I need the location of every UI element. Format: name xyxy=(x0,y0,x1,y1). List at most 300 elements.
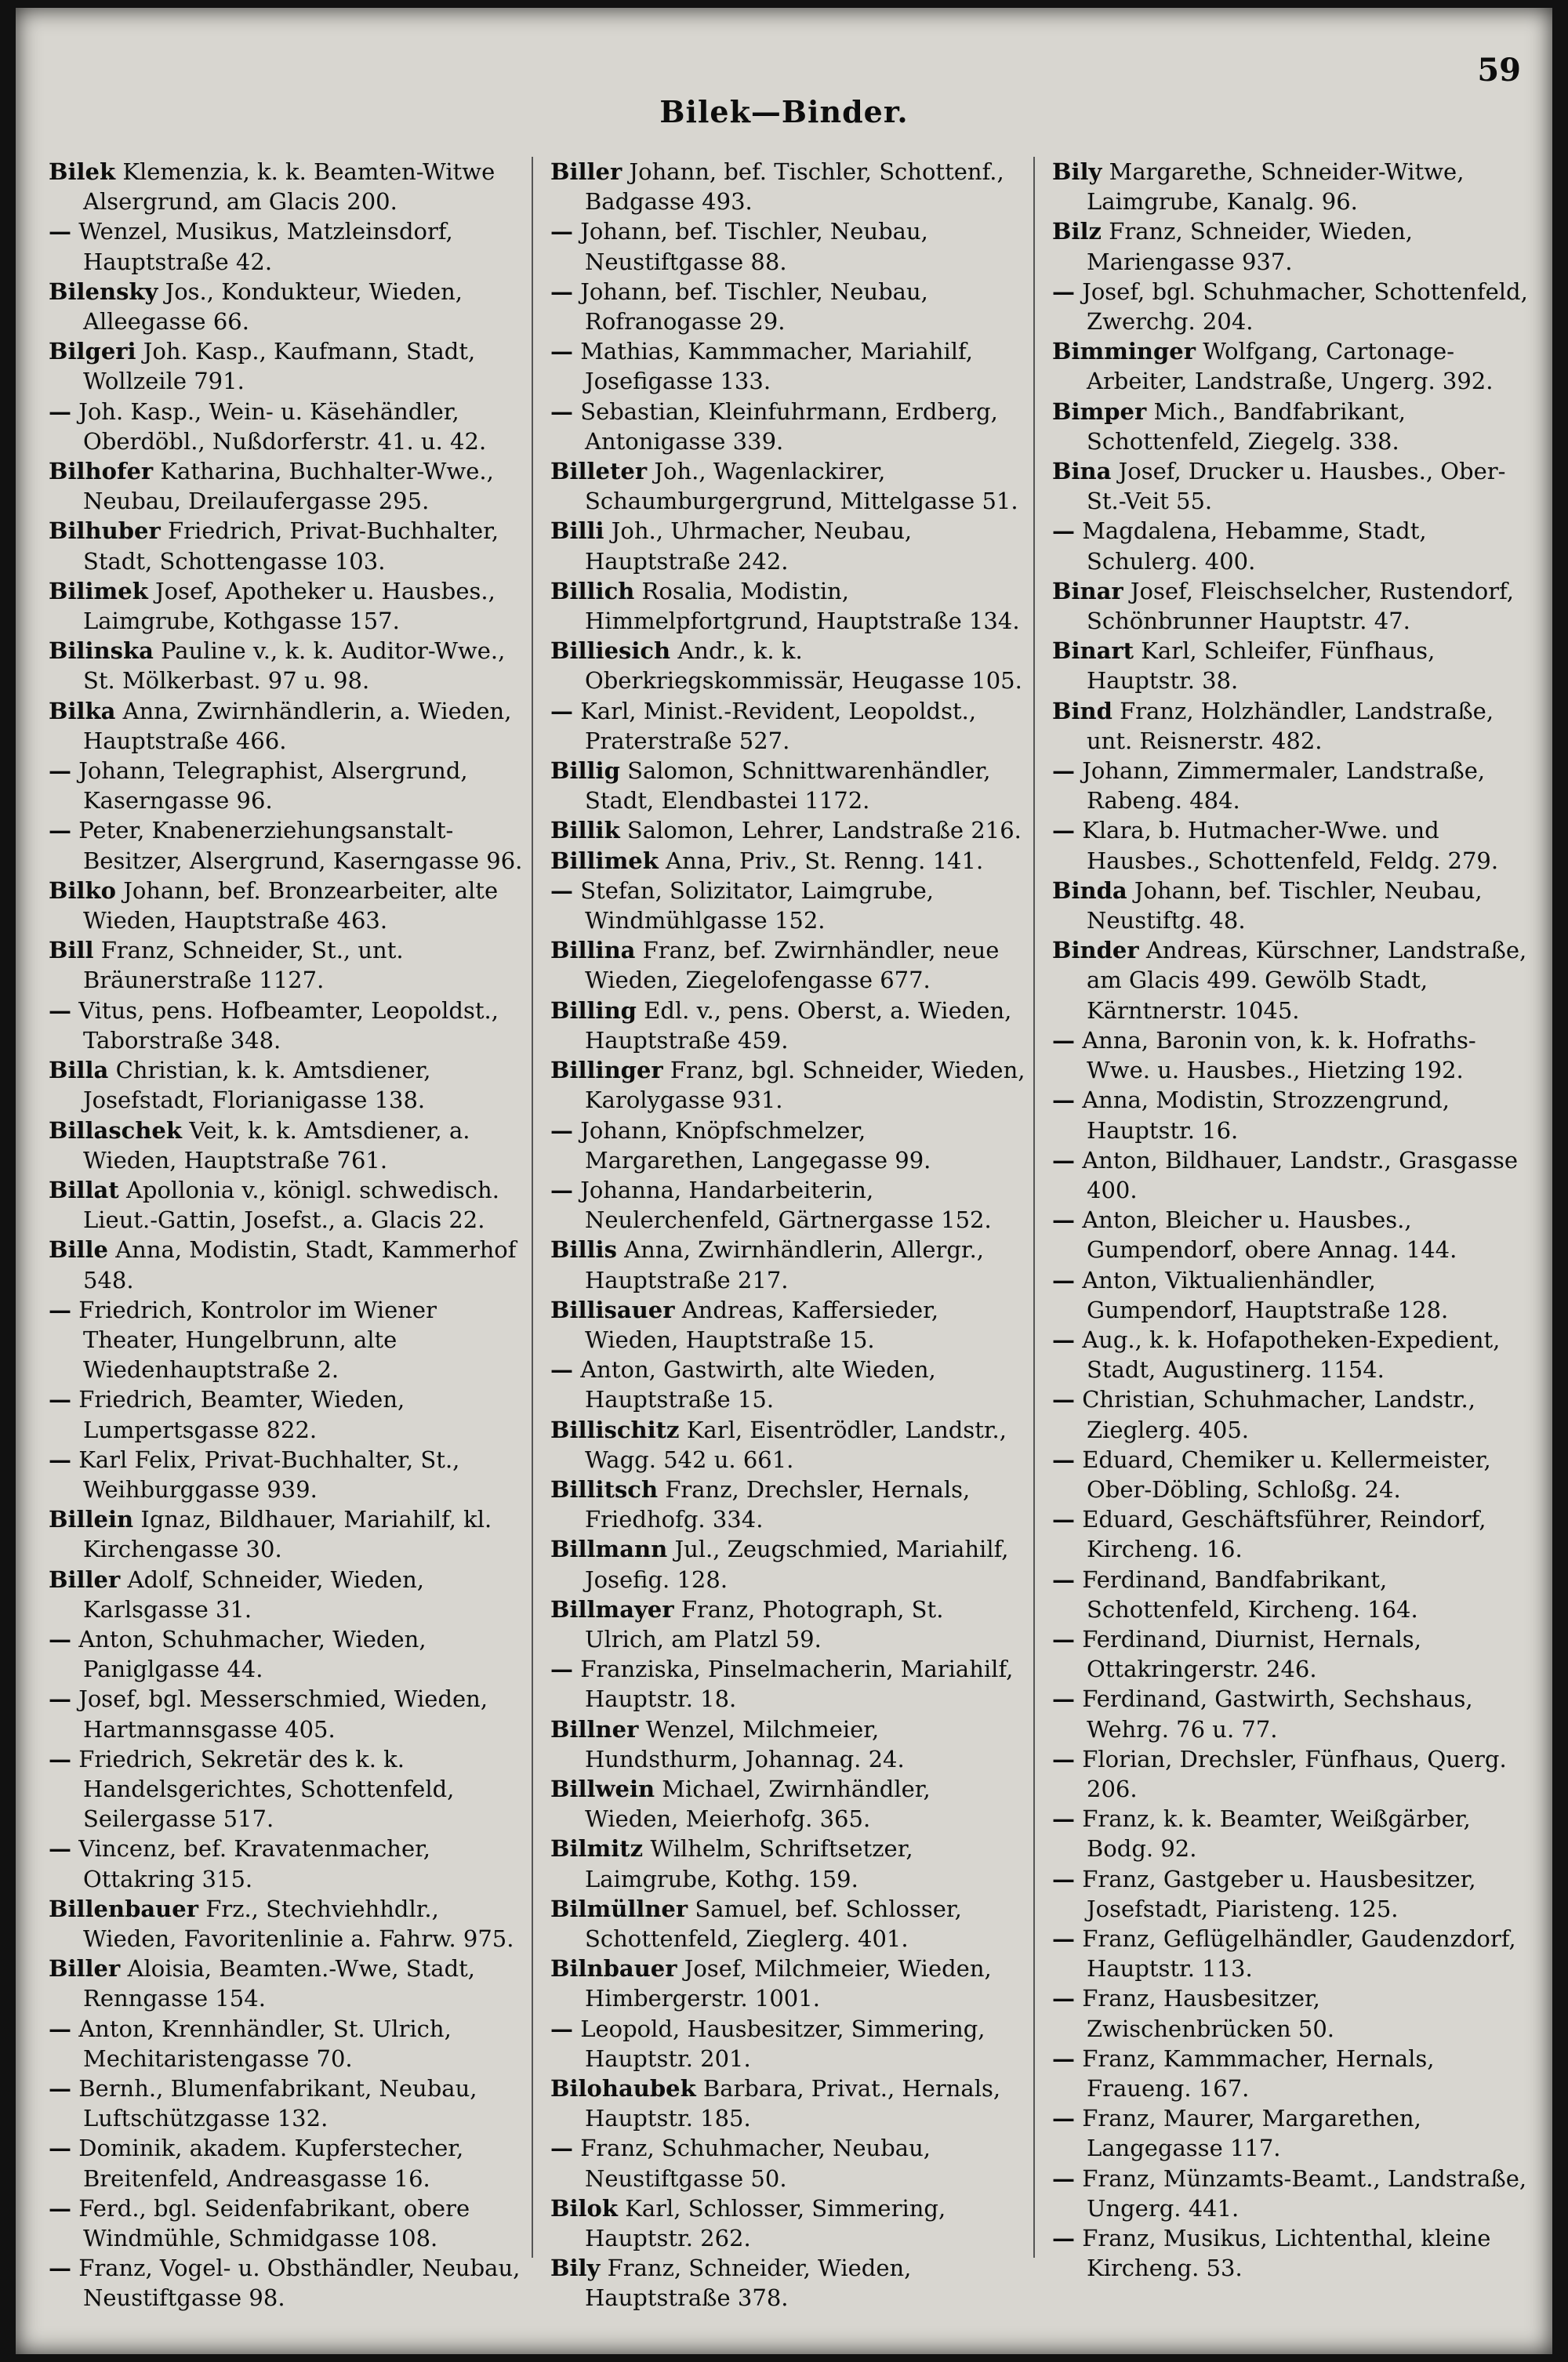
entry-details: Franz, Kammmacher, Hernals, Fraueng. 167. xyxy=(1082,2045,1435,2102)
directory-entry xyxy=(1043,1983,1529,2043)
entry-surname: Billimek xyxy=(550,847,659,874)
entry-details: Ferdinand, Gastwirth, Sechshaus, Wehrg. 76 u. 77. xyxy=(1082,1685,1473,1743)
entry-surname: — xyxy=(1052,1266,1075,1293)
directory-entry xyxy=(1043,576,1529,636)
directory-entry xyxy=(541,636,1025,695)
directory-entry xyxy=(1043,1025,1529,1085)
directory-entry xyxy=(541,1235,1025,1294)
entry-details: Anton, Bildhauer, Landstr., Grasgasse 400. xyxy=(1082,1146,1519,1203)
directory-entry xyxy=(39,1624,524,1684)
entry-surname: — xyxy=(49,817,71,844)
directory-entry xyxy=(1043,1325,1529,1384)
directory-entry xyxy=(541,1175,1025,1235)
entry-surname: Bilko xyxy=(49,876,116,904)
directory-entry xyxy=(1043,277,1529,336)
directory-entry xyxy=(39,996,524,1055)
directory-entry xyxy=(1043,2044,1529,2103)
entry-surname: — xyxy=(1052,278,1075,305)
entry-surname: Binda xyxy=(1052,876,1127,904)
directory-entry xyxy=(541,1295,1025,1355)
entry-surname: Billina xyxy=(550,937,636,964)
entry-details: Karl Felix, Privat-Buchhalter, St., Weihburggasse 939. xyxy=(78,1446,460,1503)
entry-details: Josef, Apotheker u. Hausbes., Laimgrube, Kothgasse 157. xyxy=(83,577,495,635)
entry-details: Franz, Holzhändler, Landstraße, unt. Reisnerstr. 482. xyxy=(1087,697,1494,754)
entry-details: Wolfgang, Cartonage-Arbeiter, Landstraße, Ungerg. 392. xyxy=(1087,338,1494,395)
entry-surname: — xyxy=(1052,1026,1075,1054)
running-head: Bilek—Binder. xyxy=(659,94,909,129)
entry-details: Ferdinand, Diurnist, Hernals, Ottakringerstr. 246. xyxy=(1082,1625,1421,1683)
directory-entry xyxy=(39,636,524,695)
entry-details: Johann, bef. Tischler, Neubau, Neustiftgasse 88. xyxy=(580,218,928,275)
entry-details: Johann, bef. Tischler, Neubau, Neustiftg. 48. xyxy=(1087,876,1483,934)
entry-details: Leopold, Hausbesitzer, Simmering, Hauptstr. 201. xyxy=(580,2015,985,2072)
entry-surname: Bind xyxy=(1052,697,1112,724)
entry-details: Friedrich, Sekretär des k. k. Handelsgerichtes, Schottenfeld, Seilergasse 517. xyxy=(78,1745,455,1833)
directory-entry xyxy=(39,1954,524,2013)
directory-entry xyxy=(1043,1624,1529,1684)
entry-surname: — xyxy=(550,1656,573,1683)
entry-details: Anna, Baronin von, k. k. Hofraths-Wwe. u. Hausbes., Hietzing 192. xyxy=(1082,1026,1476,1084)
entry-details: Anna, Modistin, Stadt, Kammerhof 548. xyxy=(83,1236,517,1293)
entry-details: Anton, Viktualienhändler, Gumpendorf, Hauptstraße 128. xyxy=(1082,1266,1449,1323)
directory-entry xyxy=(39,456,524,516)
entry-surname: Billik xyxy=(550,817,620,844)
entry-surname: Billisauer xyxy=(550,1296,675,1323)
directory-entry xyxy=(39,2133,524,2193)
entry-details: Rosalia, Modistin, Himmelpfortgrund, Hauptstraße 134. xyxy=(585,577,1020,635)
entry-surname: Bilmitz xyxy=(550,1835,644,1863)
directory-entry xyxy=(39,935,524,995)
entry-details: Mich., Bandfabrikant, Schottenfeld, Ziegelg. 338. xyxy=(1087,397,1406,455)
entry-surname: — xyxy=(1052,817,1075,844)
entry-surname: — xyxy=(550,1176,573,1203)
directory-entry xyxy=(1043,1445,1529,1504)
entry-surname: — xyxy=(1052,1625,1075,1653)
entry-surname: — xyxy=(1052,1326,1075,1353)
entry-surname: Biller xyxy=(49,1955,121,1983)
entry-details: Apollonia v., königl. schwedisch. Lieut.-Gattin, Josefst., a. Glacis 22. xyxy=(83,1176,499,1234)
entry-surname: — xyxy=(1052,1925,1075,1952)
entry-details: Andr., k. k. Oberkriegskommissär, Heugasse 105. xyxy=(585,637,1022,695)
entry-details: Anton, Schuhmacher, Wieden, Paniglgasse 44. xyxy=(78,1625,426,1683)
directory-entry xyxy=(541,1475,1025,1534)
entry-details: Friedrich, Kontrolor im Wiener Theater, Hungelbrunn, alte Wiedenhauptstraße 2. xyxy=(78,1296,437,1384)
entry-details: Samuel, bef. Schlosser, Schottenfeld, Zieglerg. 401. xyxy=(585,1895,962,1952)
directory-entry xyxy=(1043,397,1529,456)
entry-surname: — xyxy=(1052,517,1075,545)
entry-details: Pauline v., k. k. Auditor-Wwe., St. Mölkerbast. 97 u. 98. xyxy=(83,637,506,695)
directory-entry xyxy=(1043,1265,1529,1325)
entry-details: Franz, Vogel- u. Obsthändler, Neubau, Neustiftgasse 98. xyxy=(78,2255,521,2312)
directory-entry xyxy=(1043,1744,1529,1804)
entry-surname: — xyxy=(550,2015,573,2042)
entry-surname: Bilgeri xyxy=(49,338,136,365)
entry-surname: Billa xyxy=(49,1057,109,1084)
entry-details: Joh., Wagenlackirer, Schaumburgergrund, Mittelgasse 51. xyxy=(585,458,1018,515)
directory-entry xyxy=(39,1175,524,1235)
entry-details: Bernh., Blumenfabrikant, Neubau, Luftschützgasse 132. xyxy=(78,2075,477,2132)
entry-surname: — xyxy=(1052,1685,1075,1713)
directory-page xyxy=(16,8,1552,2354)
directory-entry xyxy=(541,576,1025,636)
entry-details: Johann, Zimmermaler, Landstraße, Rabeng. 484. xyxy=(1082,757,1486,815)
entry-surname: Billitsch xyxy=(550,1475,659,1503)
entry-details: Wilhelm, Schriftsetzer, Laimgrube, Kothg. 159. xyxy=(585,1835,913,1892)
entry-details: Andreas, Kaffersieder, Wieden, Hauptstraße 15. xyxy=(585,1296,939,1353)
entry-surname: — xyxy=(550,1116,573,1144)
directory-entry xyxy=(39,1235,524,1294)
entry-surname: Bily xyxy=(550,2255,601,2282)
entry-details: Johann, Telegraphist, Alsergrund, Kaserngasse 96. xyxy=(78,757,468,815)
entry-surname: Billing xyxy=(550,996,637,1024)
entry-surname: — xyxy=(49,2194,71,2222)
directory-entry xyxy=(39,576,524,636)
entry-details: Aug., k. k. Hofapotheken-Expedient, Stadt, Augustinerg. 1154. xyxy=(1082,1326,1501,1384)
entry-details: Anna, Modistin, Strozzengrund, Hauptstr. 16. xyxy=(1082,1087,1450,1144)
entry-details: Jos., Kondukteur, Wieden, Alleegasse 66. xyxy=(83,278,463,336)
entry-surname: — xyxy=(49,996,71,1024)
entry-surname: — xyxy=(550,218,573,245)
directory-entry xyxy=(39,1116,524,1175)
directory-entry xyxy=(39,157,524,216)
entry-details: Josef, bgl. Schuhmacher, Schottenfeld, Zwerchg. 204. xyxy=(1082,278,1528,336)
entry-details: Franz, Münzamts-Beamt., Landstraße, Ungerg. 441. xyxy=(1082,2164,1527,2222)
entry-details: Ferd., bgl. Seidenfabrikant, obere Windmühle, Schmidgasse 108. xyxy=(78,2194,470,2252)
entry-surname: — xyxy=(1052,1805,1075,1833)
entry-surname: Bina xyxy=(1052,458,1112,485)
directory-entry xyxy=(39,1684,524,1743)
entry-details: Adolf, Schneider, Wieden, Karlsgasse 31. xyxy=(83,1566,424,1623)
entry-details: Vitus, pens. Hofbeamter, Leopoldst., Taborstraße 348. xyxy=(78,996,499,1054)
entry-details: Salomon, Lehrer, Landstraße 216. xyxy=(626,817,1022,844)
entry-surname: — xyxy=(49,1835,71,1863)
directory-entry xyxy=(39,2193,524,2253)
entry-details: Franziska, Pinselmacherin, Mariahilf, Hauptstr. 18. xyxy=(580,1656,1014,1713)
directory-entry xyxy=(1043,1684,1529,1743)
directory-entry xyxy=(1043,516,1529,575)
entry-surname: Bily xyxy=(1052,158,1102,185)
entry-details: Johann, Knöpfschmelzer, Margarethen, Langegasse 99. xyxy=(580,1116,931,1174)
entry-surname: Bimper xyxy=(1052,397,1147,425)
directory-entry xyxy=(39,2014,524,2074)
directory-entry xyxy=(541,1595,1025,1654)
entry-details: Katharina, Buchhalter-Wwe., Neubau, Dreilaufergasse 295. xyxy=(83,458,494,515)
entry-surname: — xyxy=(550,1356,573,1384)
directory-entry xyxy=(541,1355,1025,1414)
entry-details: Peter, Knabenerziehungsanstalt-Besitzer, Alsergrund, Kaserngasse 96. xyxy=(78,817,523,874)
entry-surname: Bilimek xyxy=(49,577,148,604)
directory-entry xyxy=(1043,2103,1529,2163)
directory-entry xyxy=(39,1445,524,1504)
entry-details: Sebastian, Kleinfuhrmann, Erdberg, Antonigasse 339. xyxy=(580,397,998,455)
entry-details: Stefan, Solizitator, Laimgrube, Windmühlgasse 152. xyxy=(580,876,935,934)
entry-details: Eduard, Chemiker u. Kellermeister, Ober-Döbling, Schloßg. 24. xyxy=(1082,1446,1491,1503)
directory-entry xyxy=(1043,1205,1529,1264)
entry-surname: — xyxy=(49,2255,71,2282)
column-right xyxy=(1035,157,1537,2282)
entry-details: Franz, Geflügelhändler, Gaudenzdorf, Hauptstr. 113. xyxy=(1082,1925,1516,1983)
entry-details: Franz, Schneider, Wieden, Hauptstraße 378. xyxy=(585,2255,912,2312)
entry-details: Dominik, akadem. Kupferstecher, Breitenfeld, Andreasgasse 16. xyxy=(78,2135,464,2192)
entry-details: Joh., Uhrmacher, Neubau, Hauptstraße 242. xyxy=(585,517,913,575)
directory-entry xyxy=(541,1654,1025,1714)
entry-details: Mathias, Kammmacher, Mariahilf, Josefigasse 133. xyxy=(580,338,973,395)
entry-surname: Billat xyxy=(49,1176,119,1203)
directory-entry xyxy=(39,1384,524,1444)
entry-surname: Bimminger xyxy=(1052,338,1196,365)
directory-entry xyxy=(39,336,524,396)
entry-details: Salomon, Schnittwarenhändler, Stadt, Elendbastei 1172. xyxy=(585,757,991,815)
entry-details: Franz, Gastgeber u. Hausbesitzer, Josefstadt, Piaristeng. 125. xyxy=(1082,1865,1476,1922)
entry-details: Wenzel, Milchmeier, Hundsthurm, Johannag. 24. xyxy=(585,1715,905,1772)
directory-entry xyxy=(541,696,1025,756)
directory-entry xyxy=(39,876,524,935)
entry-surname: — xyxy=(1052,1386,1075,1413)
entry-details: Anna, Zwirnhändlerin, a. Wieden, Hauptstraße 466. xyxy=(83,697,512,754)
entry-surname: — xyxy=(49,2015,71,2042)
directory-entry xyxy=(39,1834,524,1893)
entry-details: Wenzel, Musikus, Matzleinsdorf, Hauptstraße 42. xyxy=(78,218,453,275)
entry-surname: — xyxy=(49,1625,71,1653)
entry-details: Joh. Kasp., Kaufmann, Stadt, Wollzeile 791. xyxy=(83,338,476,395)
directory-entry xyxy=(1043,756,1529,815)
directory-entry xyxy=(541,1894,1025,1954)
directory-entry xyxy=(541,1534,1025,1594)
entry-details: Josef, Fleischselcher, Rustendorf, Schönbrunner Hauptstr. 47. xyxy=(1087,577,1515,635)
entry-details: Franz, Hausbesitzer, Zwischenbrücken 50. xyxy=(1082,1985,1334,2042)
entry-surname: Billiesich xyxy=(550,637,671,665)
directory-entry xyxy=(1043,157,1529,216)
directory-entry xyxy=(1043,935,1529,1025)
entry-surname: — xyxy=(49,1745,71,1772)
entry-surname: — xyxy=(1052,1206,1075,1234)
entry-details: Magdalena, Hebamme, Stadt, Schulerg. 400. xyxy=(1082,517,1427,575)
entry-surname: — xyxy=(1052,2164,1075,2192)
entry-surname: Bilinska xyxy=(49,637,154,665)
entry-details: Karl, Schlosser, Simmering, Hauptstr. 262. xyxy=(585,2194,946,2252)
directory-entry xyxy=(39,756,524,815)
entry-surname: — xyxy=(49,757,71,785)
directory-entry xyxy=(39,1744,524,1834)
directory-entry xyxy=(541,1415,1025,1475)
entry-surname: — xyxy=(550,876,573,904)
directory-entry xyxy=(541,516,1025,575)
entry-surname: — xyxy=(1052,1985,1075,2012)
entry-details: Florian, Drechsler, Fünfhaus, Querg. 206. xyxy=(1082,1745,1507,1802)
entry-surname: Binart xyxy=(1052,637,1134,665)
entry-surname: Bille xyxy=(49,1236,109,1264)
entry-surname: — xyxy=(49,1685,71,1713)
directory-entry xyxy=(1043,336,1529,396)
entry-surname: — xyxy=(550,338,573,365)
directory-entry xyxy=(541,1774,1025,1834)
directory-entry xyxy=(1043,2223,1529,2283)
entry-details: Ferdinand, Bandfabrikant, Schottenfeld, Kircheng. 164. xyxy=(1082,1566,1418,1623)
entry-details: Franz, Schneider, St., unt. Bräunerstraße 1127. xyxy=(83,937,404,994)
directory-entry xyxy=(1043,876,1529,935)
entry-details: Margarethe, Schneider-Witwe, Laimgrube, Kanalg. 96. xyxy=(1087,158,1465,216)
entry-details: Josef, Drucker u. Hausbes., Ober-St.-Veit 55. xyxy=(1087,458,1506,515)
entry-surname: — xyxy=(550,397,573,425)
directory-entry xyxy=(1043,815,1529,875)
entry-surname: Bilohaubek xyxy=(550,2075,696,2102)
directory-entry xyxy=(39,1565,524,1624)
entry-details: Klara, b. Hutmacher-Wwe. und Hausbes., Schottenfeld, Feldg. 279. xyxy=(1082,817,1499,874)
directory-entry xyxy=(541,216,1025,276)
entry-surname: — xyxy=(1052,1865,1075,1892)
entry-surname: Bilensky xyxy=(49,278,158,305)
entry-surname: Billner xyxy=(550,1715,639,1743)
entry-details: Frz., Stechviehhdlr., Wieden, Favoritenlinie a. Fahrw. 975. xyxy=(83,1895,514,1952)
entry-details: Veit, k. k. Amtsdiener, a. Wieden, Hauptstraße 761. xyxy=(83,1116,470,1174)
entry-surname: — xyxy=(1052,1446,1075,1473)
entry-surname: Billich xyxy=(550,577,635,604)
directory-entry xyxy=(39,1504,524,1564)
entry-details: Friedrich, Privat-Buchhalter, Stadt, Schottengasse 103. xyxy=(83,517,499,575)
directory-entry xyxy=(541,2014,1025,2074)
directory-entry xyxy=(541,876,1025,935)
entry-surname: Billenbauer xyxy=(49,1895,198,1922)
directory-entry xyxy=(541,456,1025,516)
entry-surname: Binar xyxy=(1052,577,1123,604)
entry-details: Klemenzia, k. k. Beamten-Witwe Alsergrund, am Glacis 200. xyxy=(83,158,495,216)
entry-details: Christian, k. k. Amtsdiener, Josefstadt, Florianigasse 138. xyxy=(83,1057,431,1114)
entry-surname: Bilnbauer xyxy=(550,1955,677,1983)
directory-entry xyxy=(541,1954,1025,2013)
directory-entry xyxy=(541,935,1025,995)
directory-entry xyxy=(541,397,1025,456)
directory-entry xyxy=(541,2193,1025,2253)
entry-details: Josef, bgl. Messerschmied, Wieden, Hartmannsgasse 405. xyxy=(78,1685,488,1743)
page-number: 59 xyxy=(1477,52,1521,89)
directory-entry xyxy=(1043,1924,1529,1983)
entry-surname: Bilka xyxy=(49,697,116,724)
entry-details: Karl, Eisentrödler, Landstr., Wagg. 542 u. 661. xyxy=(585,1416,1007,1473)
entry-details: Karl, Schleifer, Fünfhaus, Hauptstr. 38. xyxy=(1087,637,1436,695)
entry-surname: Bilek xyxy=(49,158,116,185)
directory-entry xyxy=(541,815,1025,845)
directory-entry xyxy=(541,2074,1025,2133)
entry-details: Franz, bef. Zwirnhändler, neue Wieden, Ziegelofengasse 677. xyxy=(585,937,1000,994)
entry-details: Johann, bef. Bronzearbeiter, alte Wieden, Hauptstraße 463. xyxy=(83,876,499,934)
entry-details: Christian, Schuhmacher, Landstr., Zieglerg. 405. xyxy=(1082,1386,1475,1443)
entry-details: Josef, Milchmeier, Wieden, Himbergerstr. 1001. xyxy=(585,1955,992,2012)
entry-surname: — xyxy=(49,2135,71,2162)
directory-entry xyxy=(39,1295,524,1385)
directory-entry xyxy=(541,336,1025,396)
entry-surname: Billwein xyxy=(550,1775,655,1802)
directory-entry xyxy=(1043,216,1529,276)
entry-surname: — xyxy=(1052,1087,1075,1114)
entry-details: Aloisia, Beamten.-Wwe, Stadt, Renngasse 154. xyxy=(83,1955,476,2012)
entry-details: Joh. Kasp., Wein- u. Käsehändler, Oberdöbl., Nußdorferstr. 41. u. 42. xyxy=(78,397,487,455)
entry-surname: Billinger xyxy=(550,1057,663,1084)
directory-entry xyxy=(541,2253,1025,2313)
directory-entry xyxy=(1043,1085,1529,1145)
entry-details: Franz, Schuhmacher, Neubau, Neustiftgasse 50. xyxy=(580,2135,931,2192)
directory-entry xyxy=(39,516,524,575)
entry-details: Johann, bef. Tischler, Schottenf., Badgasse 493. xyxy=(585,158,1004,216)
entry-details: Friedrich, Beamter, Wieden, Lumpertsgasse 822. xyxy=(78,1386,405,1443)
entry-details: Eduard, Geschäftsführer, Reindorf, Kircheng. 16. xyxy=(1082,1506,1486,1563)
entry-surname: — xyxy=(1052,1506,1075,1533)
entry-surname: — xyxy=(550,278,573,305)
entry-surname: Bilmüllner xyxy=(550,1895,688,1922)
entry-surname: — xyxy=(1052,2105,1075,2132)
entry-details: Edl. v., pens. Oberst, a. Wieden, Hauptstraße 459. xyxy=(585,996,1012,1054)
entry-details: Franz, k. k. Beamter, Weißgärber, Bodg. 92. xyxy=(1082,1805,1471,1863)
entry-surname: Billaschek xyxy=(49,1116,182,1144)
directory-entry xyxy=(541,1055,1025,1115)
entry-surname: Bilz xyxy=(1052,218,1102,245)
entry-details: Vincenz, bef. Kravatenmacher, Ottakring 315. xyxy=(78,1835,431,1892)
entry-surname: — xyxy=(1052,1146,1075,1174)
entry-details: Andreas, Kürschner, Landstraße, am Glacis 499. Gewölb Stadt, Kärntnerstr. 1045. xyxy=(1087,937,1527,1024)
entry-surname: Biller xyxy=(49,1566,121,1593)
directory-entry xyxy=(39,1055,524,1115)
directory-entry xyxy=(1043,456,1529,516)
entry-details: Jul., Zeugschmied, Mariahilf, Josefig. 128. xyxy=(585,1536,1009,1593)
directory-entry xyxy=(541,1714,1025,1774)
entry-surname: Bilhuber xyxy=(49,517,161,545)
directory-entry xyxy=(1043,2164,1529,2223)
directory-entry xyxy=(39,277,524,336)
directory-entry xyxy=(1043,1504,1529,1564)
entry-details: Anna, Zwirnhändlerin, Allergr., Hauptstraße 217. xyxy=(585,1236,985,1293)
directory-entry xyxy=(541,756,1025,815)
directory-entry xyxy=(39,2253,524,2313)
entry-surname: Billischitz xyxy=(550,1416,680,1443)
entry-surname: Biller xyxy=(550,158,622,185)
entry-details: Franz, bgl. Schneider, Wieden, Karolygasse 931. xyxy=(585,1057,1025,1114)
directory-entry xyxy=(1043,1145,1529,1205)
entry-surname: Bilhofer xyxy=(49,458,154,485)
entry-details: Ignaz, Bildhauer, Mariahilf, kl. Kirchengasse 30. xyxy=(83,1506,492,1563)
directory-entry xyxy=(39,216,524,276)
directory-entry xyxy=(541,1834,1025,1893)
entry-surname: Billeter xyxy=(550,458,648,485)
directory-entry xyxy=(541,996,1025,1055)
directory-entry xyxy=(39,2074,524,2133)
directory-entry xyxy=(1043,636,1529,695)
entry-surname: Bilok xyxy=(550,2194,618,2222)
entry-surname: Binder xyxy=(1052,937,1139,964)
entry-details: Franz, Schneider, Wieden, Mariengasse 937. xyxy=(1087,218,1413,275)
entry-surname: — xyxy=(550,697,573,724)
directory-entry xyxy=(1043,696,1529,756)
directory-entry xyxy=(541,2133,1025,2193)
directory-entry xyxy=(541,846,1025,876)
entry-details: Anton, Bleicher u. Hausbes., Gumpendorf, obere Annag. 144. xyxy=(1082,1206,1457,1264)
entry-surname: — xyxy=(1052,1566,1075,1593)
entry-details: Franz, Photograph, St. Ulrich, am Platzl 59. xyxy=(585,1595,944,1653)
directory-entry xyxy=(1043,1384,1529,1444)
entry-details: Johanna, Handarbeiterin, Neulerchenfeld, Gärtnergasse 152. xyxy=(580,1176,992,1234)
entry-surname: Billmann xyxy=(550,1536,668,1563)
entry-surname: Billi xyxy=(550,517,604,545)
entry-details: Anton, Gastwirth, alte Wieden, Hauptstraße 15. xyxy=(580,1356,936,1413)
entry-surname: — xyxy=(1052,2225,1075,2252)
entry-surname: — xyxy=(49,397,71,425)
entry-surname: Billis xyxy=(550,1236,617,1264)
entry-surname: — xyxy=(49,1386,71,1413)
entry-surname: — xyxy=(1052,2045,1075,2072)
directory-columns xyxy=(31,157,1537,2312)
entry-surname: — xyxy=(550,2135,573,2162)
directory-entry xyxy=(39,815,524,875)
entry-surname: Billein xyxy=(49,1506,134,1533)
column-left xyxy=(31,157,533,2312)
